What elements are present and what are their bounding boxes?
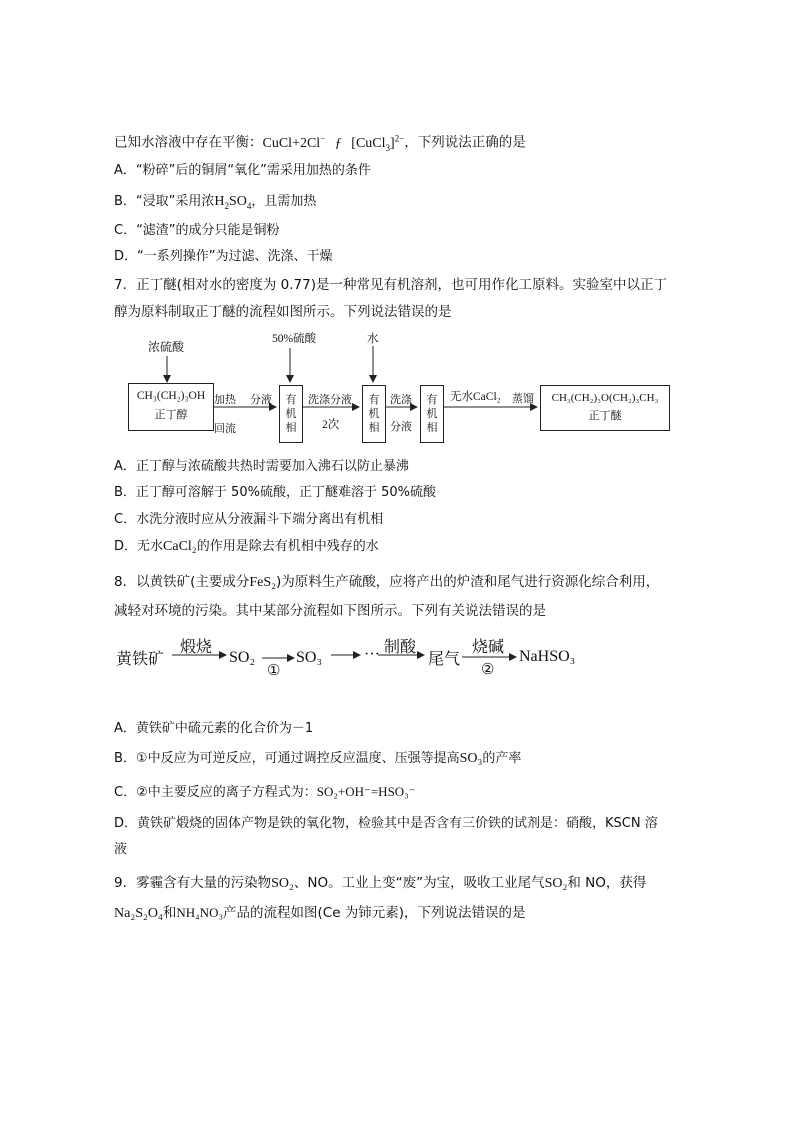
flow-box-ether: CH₃(CH₂)₃O(CH₂)₃CH₃ 正丁醚 <box>540 385 670 431</box>
flow-step-separate-2: 分液 <box>390 420 412 433</box>
q8-flow-step2-marker: ② <box>481 662 495 678</box>
q9-stem-line1: 9．雾霾含有大量的污染物SO₂、NO。工业上变“废”为宝，吸收工业尾气SO₂和 NO，获得 <box>114 875 647 891</box>
q7-option-c: C．水洗分液时应从分液漏斗下端分离出有机相 <box>114 512 384 527</box>
q8-flow-tail-gas: 尾气 <box>428 651 461 668</box>
q7-option-a: A．正丁醇与浓硫酸共热时需要加入沸石以防止暴沸 <box>114 459 409 474</box>
q8-option-c: C．②中主要反应的离子方程式为：SO₂+OH⁻=HSO₃⁻ <box>114 784 416 800</box>
flow-step-reflux: 回流 <box>214 422 236 435</box>
q6-option-b: B．“浸取”采用浓$H_2SO_4$，且需加热 <box>114 194 317 211</box>
flow-box-organic-phase-3: 有 机 相 <box>420 385 444 443</box>
flow-reagent-water: 水 <box>367 331 379 345</box>
q8-stem-line1: 8．以黄铁矿(主要成分FeS₂)为原料生产硫酸，应将产出的炉渣和尾气进行资源化综合利用， <box>114 574 660 590</box>
q8-flow-so2: SO₂ <box>229 649 256 666</box>
q7-stem-line2: 醇为原料制取正丁醚的流程如图所示。下列说法错误的是 <box>114 304 452 320</box>
q8-flow-pyrite: 黄铁矿 <box>116 651 165 668</box>
q8-flow-dots: ··· <box>364 646 380 663</box>
q6-option-d: D．“一系列操作”为过滤、洗涤、干燥 <box>114 249 333 264</box>
q8-option-a: A．黄铁矿中硫元素的化合价为－1 <box>114 721 314 736</box>
q7-stem-line1: 7．正丁醚(相对水的密度为 0.77)是一种常见有机溶剂，也可用作化工原料。实验室中以正丁 <box>114 277 667 293</box>
q8-flow-step1-marker: ① <box>267 663 281 679</box>
q8-option-b: B．①中反应为可逆反应，可通过调控反应温度、压强等提高SO₃的产率 <box>114 751 522 766</box>
q6-stem: 已知水溶液中存在平衡：CuCl+2Cl− ƒ [CuCl$_3$]$^{2-}$，下列说法正确的是 <box>114 133 526 153</box>
flow-reagent-50-sulfuric: 50%硫酸 <box>272 333 317 345</box>
q8-flow-caustic-soda: 烧碱 <box>472 639 505 656</box>
q8-option-d-line1: D．黄铁矿煅烧的固体产物是铁的氧化物，检验其中是否含有三价铁的试剂是：硝酸，KSCN 溶 <box>114 816 658 831</box>
flow-reagent-conc-sulfuric: 浓硫酸 <box>148 340 185 354</box>
flow-step-cacl2: 无水CaCl₂ <box>450 391 501 403</box>
q7-option-b: B．正丁醇可溶解于 50%硫酸，正丁醚难溶于 50%硫酸 <box>114 485 436 500</box>
q8-flow-nahso3: NaHSO₃ <box>519 648 576 665</box>
flow-box-butanol: CH₃(CH₂)₃OH 正丁醇 <box>128 383 214 431</box>
q8-flow-roast: 煅烧 <box>180 639 213 656</box>
flow-step-wash-separate: 洗涤分液 <box>308 393 352 406</box>
equilibrium-arrow-icon: ƒ <box>334 135 342 151</box>
flow-step-twice: 2次 <box>322 419 340 431</box>
q6-option-c: C．“滤渣”的成分只能是铜粉 <box>114 223 280 238</box>
flow-step-separate: 分液 <box>250 393 272 406</box>
q7-option-d: D．无水CaCl₂的作用是除去有机相中残存的水 <box>114 539 379 554</box>
q8-flow-make-acid: 制酸 <box>384 639 417 656</box>
q8-flow-so3: SO₃ <box>296 649 323 666</box>
q8-option-d-line2: 液 <box>114 842 128 857</box>
q8-stem-line2: 减轻对环境的污染。其中某部分流程如下图所示。下列有关说法错误的是 <box>114 603 546 619</box>
flow-step-distill: 蒸馏 <box>512 392 534 405</box>
flow-box-organic-phase-2: 有 机 相 <box>362 385 386 443</box>
flow-step-heat: 加热 <box>214 393 236 406</box>
q6-option-a: A．“粉碎”后的铜屑“氧化”需采用加热的条件 <box>114 163 371 178</box>
flow-box-organic-phase-1: 有 机 相 <box>279 385 303 443</box>
flow-step-wash: 洗涤 <box>390 393 412 406</box>
q9-stem-line2: Na₂S₂O₄和NH₄NO₃产品的流程如图(Ce 为铈元素)，下列说法错误的是 <box>114 905 526 921</box>
